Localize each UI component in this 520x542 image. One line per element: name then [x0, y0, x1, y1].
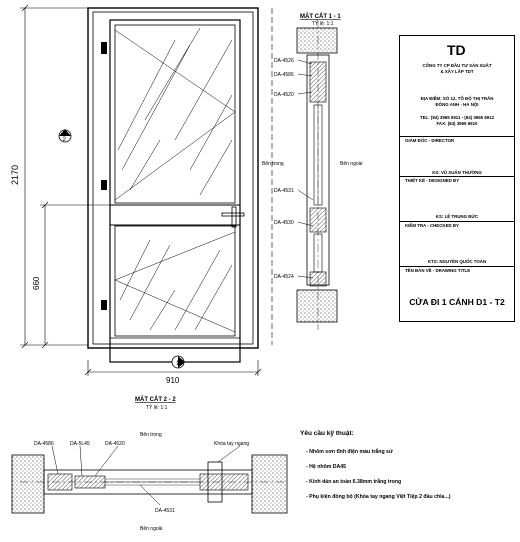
glass-hatch-lower — [120, 240, 232, 330]
note-4: - Phụ kiện đồng bộ (Khóa tay ngang Việt Tiệp 2 đầu chìa...) — [306, 494, 451, 500]
section-2-callout-handle: Khóa tay ngang — [214, 441, 250, 447]
address-line-2: ĐÔNG ANH - HÀ NỘI — [435, 102, 479, 107]
hinge-bottom — [101, 300, 107, 310]
notes-heading: Yêu cầu kỹ thuật: — [300, 430, 354, 437]
designed-label: THIẾT KẾ - DESIGNED BY — [405, 178, 460, 183]
section-2-callout-1: DA-4586 — [34, 441, 54, 447]
company-logo — [446, 40, 468, 60]
note-1: - Nhôm sơn tĩnh điện màu trắng sứ — [306, 449, 393, 455]
section-2-title: MẶT CẮT 2 - 2 — [135, 397, 176, 403]
section-marker-2 — [59, 129, 71, 143]
section-1-scale: TỶ lệ: 1:1 — [312, 21, 334, 27]
section-2-scale: TỶ lệ: 1:1 — [146, 405, 168, 411]
company-line-1: CÔNG TY CP ĐẦU TƯ SẢN XUẤT — [422, 63, 492, 68]
door-elevation — [88, 8, 258, 362]
section-2-callout-3: DA-4520 — [105, 441, 125, 447]
svg-text:2: 2 — [62, 137, 66, 143]
handle-lever — [222, 213, 244, 216]
director-name: KS: VŨ XUÂN THƯỜNG — [432, 170, 482, 175]
dimension-lines — [20, 5, 272, 376]
section-1-callouts — [274, 58, 294, 280]
callout-6: DA-4524 — [274, 274, 294, 280]
handle-plate — [232, 207, 236, 227]
dim-total-height: 2170 — [10, 164, 20, 185]
section-1-outside: Bên ngoài — [340, 161, 363, 167]
callout-4: DA-4531 — [274, 188, 294, 194]
dim-width: 910 — [166, 376, 180, 385]
address-line-1: ĐỊA ĐIỂM: SỐ 12, TỔ ĐỘ THỊ TRẤN — [420, 96, 494, 101]
hinge-mid — [101, 180, 107, 190]
section-marker-1 — [172, 356, 185, 368]
title-label: TÊN BẢN VẼ - DRAWING TITLE — [405, 268, 471, 273]
section-2-callout-bottom: DA-4531 — [155, 508, 175, 514]
dim-lower-height: 660 — [32, 276, 41, 290]
callout-2: DA-4586 — [274, 72, 294, 78]
callout-5: DA-4530 — [274, 220, 294, 226]
section-1-profile — [297, 20, 337, 330]
hinge-top — [101, 42, 107, 54]
callout-3: DA-4520 — [274, 92, 294, 98]
section-1-title: MẶT CẮT 1 - 1 — [300, 14, 341, 20]
callout-1: DA-4526 — [274, 58, 294, 64]
svg-text:1: 1 — [176, 361, 180, 367]
svg-text:TD: TD — [447, 42, 466, 58]
section-2-callout-2: DA-5L45 — [70, 441, 90, 447]
section-2-inside: Bên trong — [140, 432, 162, 438]
drawing-title: CỬA ĐI 1 CÁNH D1 - T2 — [409, 297, 505, 307]
checked-name: KTS: NGUYỄN QUỐC TOÀN — [427, 259, 487, 264]
glass-hatch-upper — [118, 28, 232, 195]
note-2: - Hệ nhôm DA45 — [306, 464, 347, 470]
designed-name: KS: LÊ TRUNG ĐỨC — [435, 214, 479, 219]
section-2-profile — [12, 455, 287, 513]
title-block — [399, 35, 515, 322]
section-1-inside: Bên trong — [262, 161, 284, 167]
note-3: - Kính dán an toàn 6.38mm trắng trong — [306, 479, 402, 485]
company-line-2: & XÂY LẮP TDT — [440, 69, 474, 74]
fax: FAX: (84) 3965 6910 — [436, 121, 478, 126]
tel: TEL: (84) 3965 5911 - (84) 3965 6912 — [419, 115, 495, 120]
checked-label: KIỂM TRA - CHECKED BY — [405, 223, 459, 228]
director-label: GIÁM ĐỐC - DIRECTOR — [405, 138, 455, 143]
section-2-outside: Bên ngoài — [140, 526, 163, 532]
